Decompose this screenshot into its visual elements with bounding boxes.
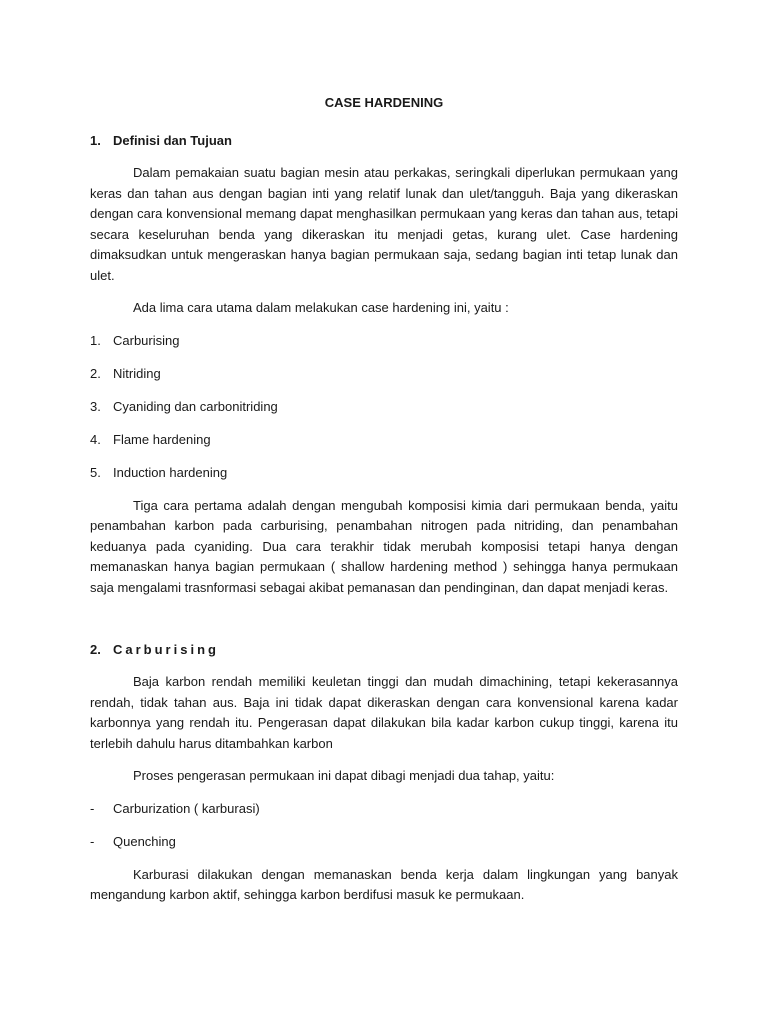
list-item-label: Nitriding xyxy=(113,365,161,381)
list-item xyxy=(90,397,678,417)
list-item-number: 5. xyxy=(90,464,101,480)
section2-paragraph-3: Karburasi dilakukan dengan memanaskan benda kerja dalam lingkungan yang banyak mengandung karbon aktif, sehingga karbon berdifusi masuk ke permukaan. xyxy=(90,866,678,902)
section2-paragraph-2: Proses pengerasan permukaan ini dapat dibagi menjadi dua tahap, yaitu: xyxy=(133,768,555,783)
document-title: CASE HARDENING xyxy=(324,95,444,110)
list-item-label: Quenching xyxy=(113,833,176,849)
steps-list xyxy=(90,799,678,852)
list-item-label: Carburization ( karburasi) xyxy=(113,800,260,816)
list-item-number: 3. xyxy=(90,398,101,414)
list-item xyxy=(90,463,678,483)
list-item xyxy=(90,799,678,819)
list-item-number: 4. xyxy=(90,431,101,447)
section1-heading xyxy=(90,131,678,151)
section2-number: 2. xyxy=(90,642,101,657)
list-item xyxy=(90,364,678,384)
section2-heading xyxy=(90,640,678,660)
section1-title: Definisi dan Tujuan xyxy=(113,133,232,148)
section1-paragraph-2: Ada lima cara utama dalam melakukan case hardening ini, yaitu : xyxy=(133,300,509,315)
list-item-label: Induction hardening xyxy=(113,464,228,480)
list-item-dash: - xyxy=(90,833,95,849)
list-item xyxy=(90,430,678,450)
section1-number: 1. xyxy=(90,133,101,148)
section2-paragraph-1: Baja karbon rendah memiliki keuletan tinggi dan mudah dimachining, tetapi kekerasannya rendah, tidak tahan aus. Baja ini tidak dapat dikeraskan dengan cara konvensional karena kadar karbonnya yang rendah itu. Pengerasan dapat dilakukan bila kadar karbon cukup tinggi, karena itu terlebih dahulu harus ditambahkan karbon xyxy=(90,674,678,751)
section2-title: Carburising xyxy=(113,642,219,657)
section1-paragraph-3: Tiga cara pertama adalah dengan mengubah komposisi kimia dari permukaan benda, yaitu penambahan karbon pada carburising, penambahan nitrogen pada nitriding, dan penambahan keduanya pada cyaniding. Dua cara terakhir tidak merubah komposisi tetapi hanya dengan memanaskan hanya bagian permukaan ( shallow hardening method ) sehingga hanya permukaan saja mengalami trasnformasi sebagai akibat pemanasan dan pendinginan, dan dapat menjadi keras. xyxy=(90,497,678,595)
list-item xyxy=(90,832,678,852)
section-spacer xyxy=(90,610,678,640)
list-item-number: 2. xyxy=(90,365,101,381)
list-item-label: Cyaniding dan carbonitriding xyxy=(113,398,278,414)
list-item-label: Flame hardening xyxy=(113,431,211,447)
section1-paragraph-1: Dalam pemakaian suatu bagian mesin atau perkakas, seringkali diperlukan permukaan yang keras dan tahan aus dengan bagian inti yang relatif lunak dan ulet/tangguh. Baja yang dikeraskan dengan cara konvensional memang dapat menghasilkan permukaan yang keras dan tahan aus, tetapi secara keseluruhan benda yang dikeraskan itu menjadi getas, kurang ulet. Case hardening dimaksudkan untuk mengeraskan hanya bagian permukaan saja, sedang bagian inti tetap lunak dan ulet. xyxy=(90,165,678,283)
list-item-number: 1. xyxy=(90,332,101,348)
list-item xyxy=(90,331,678,351)
list-item-dash: - xyxy=(90,800,95,816)
methods-list xyxy=(90,331,678,483)
list-item-label: Carburising xyxy=(113,332,180,348)
